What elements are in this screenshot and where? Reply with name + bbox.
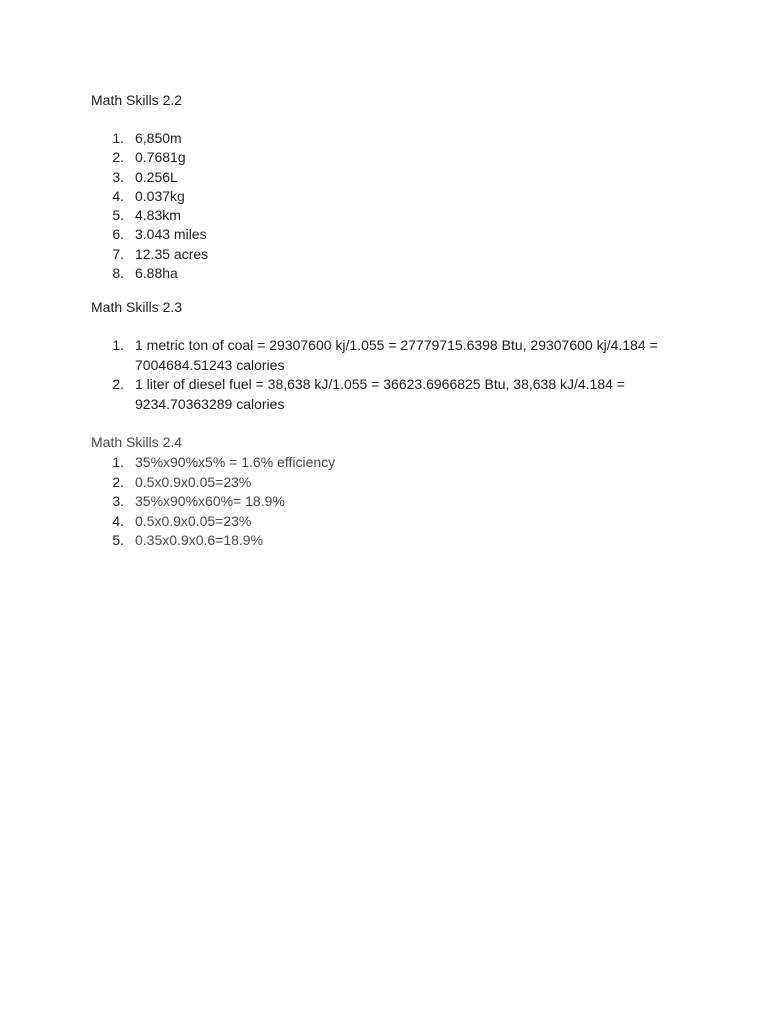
item-number: 1. [112, 454, 124, 470]
list-item [91, 129, 691, 148]
item-text: 1 metric ton of coal = 29307600 kj/1.055 = 27779715.6398 Btu, 29307600 kj/4.184 = 7004684.51243 calories [135, 337, 658, 373]
list-item [91, 531, 691, 551]
list-item [91, 148, 691, 167]
item-text: 0.256L [135, 168, 178, 185]
item-number: 3. [112, 493, 124, 510]
item-number: 3. [112, 168, 124, 185]
item-text: 0.7681g [135, 149, 186, 166]
list-item [91, 206, 691, 225]
list-item [91, 375, 691, 414]
item-number: 2. [112, 149, 124, 166]
item-text: 6.88ha [135, 265, 178, 282]
item-number: 4. [112, 187, 124, 204]
list-item [91, 512, 691, 532]
item-text: 0.35x0.9x0.6=18.9% [135, 532, 264, 549]
section-math-skills-2-2 [91, 91, 691, 283]
item-number: 2. [112, 376, 124, 392]
item-number: 8. [112, 265, 124, 282]
list-item [91, 187, 691, 206]
item-text: 1 liter of diesel fuel = 38,638 kJ/1.055 = 36623.6966825 Btu, 38,638 kJ/4.184 = 9234.70363289 calories [135, 376, 625, 412]
list-item [91, 225, 691, 244]
item-text: 35%x90%x60%= 18.9% [135, 493, 285, 510]
item-number: 1. [112, 337, 124, 353]
section-math-skills-2-4 [91, 433, 691, 551]
list-item [91, 336, 691, 375]
item-text: 0.5x0.9x0.05=23% [135, 512, 252, 529]
item-text: 6,850m [135, 130, 182, 146]
item-text: 3.043 miles [135, 226, 207, 243]
section-heading: Math Skills 2.2 [91, 92, 183, 108]
section-heading: Math Skills 2.3 [91, 299, 183, 315]
list-item [91, 245, 691, 264]
list-item [91, 453, 691, 473]
item-number: 7. [112, 245, 124, 262]
section-math-skills-2-3 [91, 298, 691, 414]
item-text: 4.83km [135, 207, 181, 224]
item-text: 35%x90%x5% = 1.6% efficiency [135, 454, 336, 470]
item-number: 6. [112, 226, 124, 243]
item-text: 0.037kg [135, 187, 185, 204]
item-number: 2. [112, 473, 124, 490]
list-item [91, 492, 691, 512]
item-number: 5. [112, 207, 124, 224]
item-text: 12.35 acres [135, 245, 209, 262]
list-item [91, 473, 691, 493]
list-item [91, 264, 691, 283]
item-number: 5. [112, 532, 124, 549]
answer-list [91, 129, 691, 283]
answer-list [91, 336, 691, 414]
section-heading: Math Skills 2.4 [91, 434, 183, 450]
answer-list [91, 453, 691, 551]
list-item [91, 168, 691, 187]
item-number: 1. [112, 130, 124, 146]
item-number: 4. [112, 512, 124, 529]
item-text: 0.5x0.9x0.05=23% [135, 473, 252, 490]
